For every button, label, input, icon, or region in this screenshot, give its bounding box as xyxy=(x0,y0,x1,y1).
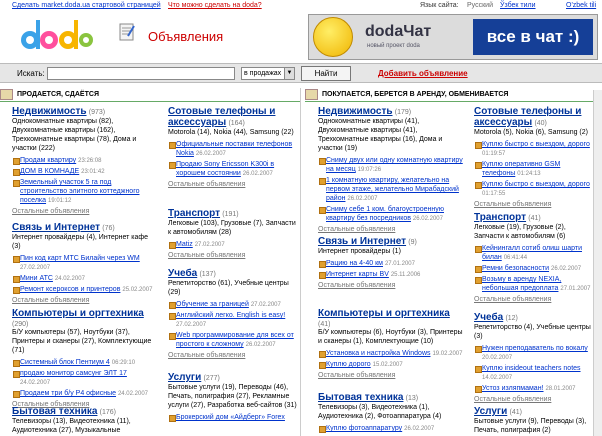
subcategory-links[interactable]: Легковые (19), Грузовые (2), Запчасти к автомобилям (6) xyxy=(474,224,566,240)
listing-item xyxy=(474,275,592,294)
listing-date: 26.02.2007 xyxy=(347,196,378,202)
subcategory-links[interactable]: Репетиторство (4), Учебные центры (3) xyxy=(474,324,591,340)
listing-date: 26.02.2007 xyxy=(412,216,443,222)
listing-date: 19:07:26 xyxy=(357,167,382,173)
category-title-link[interactable]: Бытовая техника xyxy=(318,392,404,403)
more-listings-link[interactable]: Остальные объявления xyxy=(12,401,90,408)
category-header xyxy=(474,312,592,323)
more-listings-link[interactable]: Остальные объявления xyxy=(168,181,246,188)
category-header xyxy=(318,106,464,117)
more-listings-link[interactable]: Остальные объявления xyxy=(168,252,246,259)
listing-item xyxy=(12,358,154,368)
subcategory-links[interactable]: Интернет провайдеры (4), Интернет кафе (3) xyxy=(12,234,149,250)
listing-date: 26.02.2007 xyxy=(245,342,276,348)
listing-item xyxy=(318,259,464,269)
listing-item xyxy=(474,140,592,159)
listing-item xyxy=(474,180,592,199)
listing-item xyxy=(168,160,298,179)
buying-heading xyxy=(305,88,593,102)
listing-item xyxy=(12,285,154,295)
selling-heading-text: ПРОДАЕТСЯ, СДАЁТСЯ xyxy=(17,91,99,98)
selling-heading xyxy=(0,88,300,102)
listing-link[interactable]: Английский легко. English is easy! xyxy=(176,312,286,319)
listing-list xyxy=(168,413,298,422)
category-count: (41) xyxy=(528,215,541,222)
category-block xyxy=(12,222,154,304)
listing-date: 06:41:44 xyxy=(503,255,528,261)
subcategory-links[interactable]: Бытовые услуги (19), Переводы (46), Печать, полиграфия (27), Рекламные услуги (27), Разработка веб-сайтов (31) xyxy=(168,384,297,409)
search-input[interactable] xyxy=(47,67,235,80)
listing-link[interactable]: ДОМ В КОМНАДЕ xyxy=(20,168,80,175)
subcategory-links[interactable]: Бытовые услуги (9), Переводы (3), Печать, полиграфия (2) xyxy=(474,418,587,434)
page-title: Объявления xyxy=(148,29,224,44)
category-count: (137) xyxy=(199,271,216,278)
search-label: Искать: xyxy=(17,69,45,78)
subcategory-links[interactable]: Однокомнатные квартиры (41), Двухкомнатные квартиры (41), Трехкомнатные квартиры (16), Дома и участки (19) xyxy=(318,118,443,152)
listing-list xyxy=(12,358,154,399)
category-count: (191) xyxy=(222,211,239,218)
buying-column xyxy=(305,88,593,102)
listing-list xyxy=(318,349,464,370)
listing-link[interactable]: Рацию на 4-40 км xyxy=(326,260,383,267)
listing-date: 27.02.2007 xyxy=(176,322,207,328)
category-header xyxy=(168,208,298,219)
listing-link[interactable]: Куплю фотоаппаратуру xyxy=(326,425,403,432)
more-listings-link[interactable]: Остальные объявления xyxy=(474,396,552,403)
category-count: (176) xyxy=(99,409,117,416)
category-count: (41) xyxy=(509,409,522,416)
logo-graphic xyxy=(20,18,94,52)
subcategory-links[interactable]: Б/У компьютеры (57), Ноутбуки (37), Принтеры и сканеры (27), Комплектующие (71) xyxy=(12,329,152,354)
make-homepage-link[interactable]: Сделать market.doda.ua стартовой страницей xyxy=(12,2,161,9)
listing-date: 01:24:13 xyxy=(517,171,541,177)
listing-link[interactable]: Мини АТС xyxy=(20,275,53,282)
category-count: (164) xyxy=(228,120,245,127)
category-title-link[interactable]: Связь и Интернет xyxy=(318,236,407,247)
listing-link[interactable]: Продаю Sony Ericsson K300i в хорошем состоянии xyxy=(176,161,275,177)
listing-item xyxy=(318,176,464,204)
listing-link[interactable]: Matiz xyxy=(176,241,193,248)
listing-list xyxy=(318,424,464,434)
listing-item xyxy=(318,205,464,224)
listing-link[interactable]: Официальные поставки телефонов Nokia xyxy=(176,141,293,157)
listing-link[interactable]: Нужен преподаватель по вокалу xyxy=(482,345,588,352)
listing-link[interactable]: Установка и настройка Windows xyxy=(326,350,431,357)
more-listings-link[interactable]: Остальные объявления xyxy=(12,208,90,215)
listing-link[interactable]: Куплю insideout teachers notes xyxy=(482,365,581,372)
listing-date: 01:19:57 xyxy=(482,151,506,157)
listing-link[interactable]: Брокерский дом «Айдберг» Forex xyxy=(176,414,285,421)
category-header xyxy=(474,406,592,417)
listing-date: 06:29:10 xyxy=(111,360,136,366)
listing-item xyxy=(12,167,154,177)
more-listings-link[interactable]: Остальные объявления xyxy=(318,372,396,379)
listing-date: 19.02.2007 xyxy=(432,351,463,357)
subcategory-links[interactable]: Интернет провайдеры (1) xyxy=(318,248,401,255)
listing-list xyxy=(474,344,592,394)
listing-date: 01:17:55 xyxy=(482,191,506,197)
category-header xyxy=(12,222,154,233)
subcategory-links[interactable]: Репетиторство (61), Учебные центры (29) xyxy=(168,280,289,296)
listing-date: 24.02.2007 xyxy=(54,276,85,282)
more-listings-link[interactable]: Остальные объявления xyxy=(318,282,396,289)
category-title-link[interactable]: Компьютеры и оргтехника xyxy=(12,308,144,319)
listing-date: 26.02.2007 xyxy=(242,171,273,177)
selling-column xyxy=(0,88,300,102)
listing-item xyxy=(318,360,464,370)
listing-list xyxy=(168,240,298,250)
category-count: (76) xyxy=(102,225,115,232)
category-header xyxy=(474,106,592,128)
buying-heading-text: ПОКУПАЕТСЯ, БЕРЕТСЯ В АРЕНДУ, ОБМЕНИВАЕТСЯ xyxy=(322,91,509,98)
listing-link[interactable]: Обучение за границей xyxy=(176,301,249,308)
listing-list xyxy=(168,300,298,350)
category-count: (41) xyxy=(318,321,331,328)
category-block xyxy=(474,212,592,303)
subcategory-links[interactable]: Motorola (14), Nokia (44), Samsung (22) xyxy=(168,129,294,136)
listing-item xyxy=(318,349,464,359)
category-title-link[interactable]: Бытовая техника xyxy=(12,406,98,417)
listing-date: 28.01.2007 xyxy=(545,386,576,392)
category-count: (277) xyxy=(203,375,220,382)
scrollbar[interactable] xyxy=(593,90,602,436)
category-block xyxy=(168,268,298,359)
listing-link[interactable]: Куплю быстро с выездом, дорого xyxy=(482,141,590,148)
category-count: (290) xyxy=(12,321,29,328)
listing-item xyxy=(168,311,298,330)
listing-date: 26.02.2007 xyxy=(195,151,226,157)
listing-item xyxy=(474,344,592,363)
listing-link[interactable]: Кейнингалл сотиб олиш шарти билан xyxy=(482,245,582,261)
category-title-link[interactable]: Транспорт xyxy=(474,212,527,223)
category-title-link[interactable]: Сотовые телефоны и аксессуары xyxy=(474,106,582,128)
banner-subtitle: новый проект doda xyxy=(367,43,420,49)
listing-item xyxy=(12,156,154,166)
listing-date: 20.02.2007 xyxy=(482,355,513,361)
category-block xyxy=(168,208,298,259)
listing-link[interactable]: продаю монитор самсунг ЭЛТ 17 xyxy=(20,370,127,377)
category-count: (973) xyxy=(88,109,106,116)
category-header xyxy=(318,308,464,328)
listing-date: 25.11.2006 xyxy=(390,272,421,278)
category-block xyxy=(318,106,464,233)
listing-list xyxy=(474,244,592,294)
listing-item xyxy=(12,178,154,206)
category-title-link[interactable]: Сотовые телефоны и аксессуары xyxy=(168,106,276,128)
category-block xyxy=(12,106,154,215)
subcategory-links[interactable]: Однокомнатные квартиры (82), Двухкомнатные квартиры (162), Трехкомнатные квартиры (78), Дома и участки (222) xyxy=(12,118,137,152)
subcategory-links[interactable]: Легковые (103), Грузовые (7), Запчасти к автомобилям (28) xyxy=(168,220,296,236)
listing-item xyxy=(474,264,592,274)
language-current: Русский xyxy=(467,2,493,9)
listing-item xyxy=(474,244,592,263)
column-divider xyxy=(300,88,301,436)
search-bar xyxy=(0,63,602,83)
category-block xyxy=(318,236,464,289)
category-count: (13) xyxy=(405,395,419,402)
listing-item xyxy=(318,156,464,175)
subcategory-links[interactable]: Motorola (5), Nokia (6), Samsung (2) xyxy=(474,129,588,136)
listing-item xyxy=(12,369,154,388)
category-block xyxy=(474,406,592,436)
listing-item xyxy=(168,140,298,159)
more-listings-link[interactable]: Остальные объявления xyxy=(474,296,552,303)
category-title-link[interactable]: Услуги xyxy=(168,372,202,383)
category-header xyxy=(168,268,298,279)
listing-link[interactable]: Куплю оперативно GSM телефоны xyxy=(482,161,561,177)
subcategory-links[interactable]: Телевизоры (3), Видеотехника (1), Аудиотехника (2), Фотоаппаратура (4) xyxy=(318,404,442,420)
dodachat-banner[interactable] xyxy=(308,14,598,60)
listing-item xyxy=(168,240,298,250)
category-title-link[interactable]: Связь и Интернет xyxy=(12,222,101,233)
listing-item xyxy=(168,413,298,422)
listing-date: 14.02.2007 xyxy=(482,375,513,381)
listing-date: 27.02.2007 xyxy=(250,302,281,308)
listing-link[interactable]: Пин код карт МТС Билайн через WM xyxy=(20,255,140,262)
category-count: (40) xyxy=(534,120,547,127)
category-title-link[interactable]: Услуги xyxy=(474,406,508,417)
classifieds-icon xyxy=(118,22,136,42)
listing-list xyxy=(318,259,464,280)
listing-link[interactable]: Куплю дорого xyxy=(326,361,371,368)
smiley-icon xyxy=(313,17,353,57)
search-scope-select[interactable] xyxy=(241,67,295,80)
listing-item xyxy=(474,160,592,179)
listing-link[interactable]: Системный блок Пентиум 4 xyxy=(20,359,110,366)
listing-item xyxy=(474,364,592,383)
category-block xyxy=(318,392,464,434)
category-title-link[interactable]: Учеба xyxy=(168,268,198,279)
listing-date: 19:01:12 xyxy=(48,198,72,204)
category-title-link[interactable]: Недвижимость xyxy=(12,106,87,117)
language-label: Язык сайта: xyxy=(420,2,459,9)
banner-chat-title: dodaЧат xyxy=(365,23,432,40)
category-title-link[interactable]: Транспорт xyxy=(168,208,221,219)
listing-date: 27.01.2007 xyxy=(384,261,415,267)
listing-link[interactable]: Сниму двух или одну комнатную квартиру на месяц xyxy=(326,157,463,173)
subcategory-links[interactable]: Б/У компьютеры (6), Ноутбуки (3), Принтеры и сканеры (1), Комплектующие (10) xyxy=(318,329,463,345)
listing-link[interactable]: Устоз изляпмаман! xyxy=(482,385,544,392)
doda-logo[interactable] xyxy=(20,18,94,52)
category-title-link[interactable]: Недвижимость xyxy=(318,106,393,117)
listing-link[interactable]: Ремни безопасности xyxy=(482,265,550,272)
category-count: (9) xyxy=(408,239,417,246)
listing-list xyxy=(12,156,154,206)
listing-item xyxy=(12,389,154,399)
category-block xyxy=(474,312,592,403)
listing-list xyxy=(168,140,298,179)
listing-link[interactable]: 1 комнатную квартиру, желательно на первом этаже, желательно Мирабадский район xyxy=(326,177,459,202)
listing-link[interactable]: Возьму в аренду NEXIA, небольшая предоплата xyxy=(482,276,562,292)
listing-item xyxy=(168,331,298,350)
listing-item xyxy=(474,384,592,394)
what-doda-link[interactable]: Что можно сделать на doda? xyxy=(168,2,262,9)
listing-link[interactable]: Продам квартиру xyxy=(20,157,77,164)
listing-date: 23:01:42 xyxy=(81,169,105,175)
category-header xyxy=(12,406,154,417)
listing-list xyxy=(12,254,154,295)
category-block xyxy=(474,106,592,208)
banner-slogan: все в чат :) xyxy=(473,19,593,55)
listing-date: 27.01.2007 xyxy=(560,286,591,292)
more-listings-link[interactable]: Остальные объявления xyxy=(168,352,246,359)
category-header xyxy=(318,392,464,403)
listing-date: 26.02.2007 xyxy=(404,426,435,432)
category-block xyxy=(168,372,298,422)
listing-item xyxy=(318,270,464,280)
category-header xyxy=(168,372,298,383)
listing-link[interactable]: Web программирование для всех от простого к сложному xyxy=(176,332,294,348)
listing-list xyxy=(318,156,464,224)
category-block xyxy=(168,106,298,188)
chevron-down-icon: ▼ xyxy=(284,68,294,79)
listing-date: 27.02.2007 xyxy=(20,265,51,271)
search-scope-value: в продажах xyxy=(244,70,282,77)
category-block xyxy=(318,308,464,379)
listing-item xyxy=(168,300,298,310)
listing-link[interactable]: Продаем три б/у P4 офисные xyxy=(20,390,117,397)
language-uz-latin-link[interactable]: O'zbek tili xyxy=(566,2,597,9)
category-count: (179) xyxy=(394,109,412,116)
listing-list xyxy=(474,140,592,199)
category-count: (12) xyxy=(505,315,518,322)
listing-date: 15.02.2007 xyxy=(372,362,403,368)
category-title-link[interactable]: Компьютеры и оргтехника xyxy=(318,308,450,319)
listing-link[interactable]: Земельный участок 5 га под строительство элитного коттеджного поселка xyxy=(20,179,140,204)
listing-date: 27.02.2007 xyxy=(194,242,225,248)
listing-date: 23:26:08 xyxy=(78,158,102,164)
listing-link[interactable]: Сниму себе 1 ком. благоустроенную квартиру без посредников xyxy=(326,206,444,222)
listing-link[interactable]: Интернет карты BV xyxy=(326,271,389,278)
category-block xyxy=(12,308,154,408)
listing-date: 24.02.2007 xyxy=(117,391,148,397)
listing-date: 26.02.2007 xyxy=(551,266,582,272)
category-header xyxy=(12,106,154,117)
subcategory-links[interactable]: Телевизоры (13), Видеотехника (11), Аудиотехника (27), Музыкальные xyxy=(12,418,131,434)
category-header xyxy=(12,308,154,328)
category-block xyxy=(12,406,154,436)
more-listings-link[interactable]: Остальные объявления xyxy=(12,297,90,304)
category-header xyxy=(474,212,592,223)
listing-item xyxy=(12,254,154,273)
listing-item xyxy=(12,274,154,284)
more-listings-link[interactable]: Остальные объявления xyxy=(318,226,396,233)
language-uz-cyrillic-link[interactable]: Ўзбек тили xyxy=(500,2,536,9)
listing-date: 25.02.2007 xyxy=(122,287,153,293)
category-header xyxy=(168,106,298,128)
listing-date: 24.02.2007 xyxy=(20,380,51,386)
search-button[interactable]: Найти xyxy=(301,66,351,81)
folder-icon xyxy=(305,89,318,100)
folder-icon xyxy=(0,89,13,100)
listing-link[interactable]: Ремонт ксероксов и принтеров xyxy=(20,286,121,293)
listing-item xyxy=(318,424,464,434)
listing-link[interactable]: Куплю быстро с выездом, дорого xyxy=(482,181,590,188)
add-listing-link[interactable]: Добавить объявление xyxy=(378,69,468,78)
category-header xyxy=(318,236,464,247)
category-title-link[interactable]: Учеба xyxy=(474,312,504,323)
top-bar xyxy=(0,0,602,12)
more-listings-link[interactable]: Остальные объявления xyxy=(474,201,552,208)
